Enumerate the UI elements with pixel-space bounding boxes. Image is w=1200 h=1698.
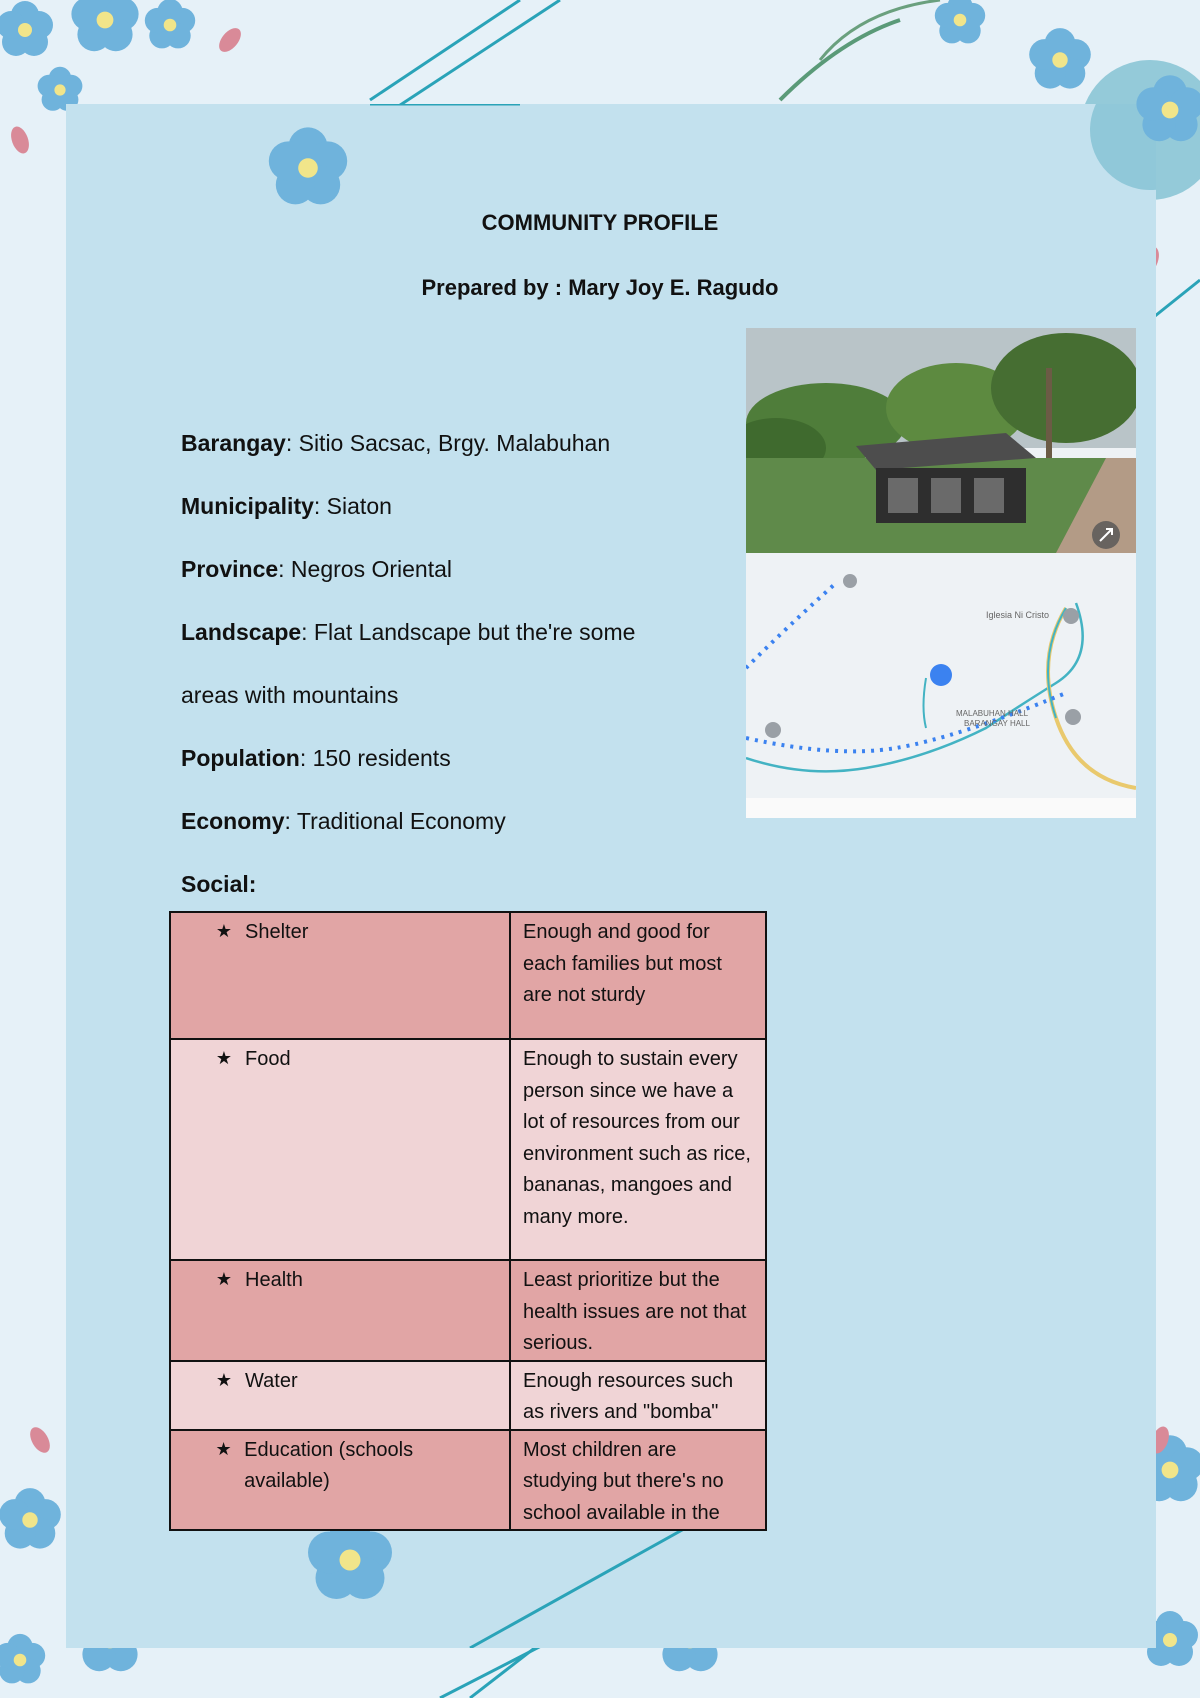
item-description: Least prioritize but the health issues are not that serious. <box>523 1269 747 1354</box>
item-label: Food <box>245 1048 291 1070</box>
star-icon: ★ <box>215 1048 233 1068</box>
church-pin-icon <box>1063 608 1079 624</box>
star-icon: ★ <box>215 1269 233 1289</box>
map-label-hall-1: MALABUHAN HALL <box>956 709 1029 718</box>
field-label: Municipality <box>181 493 314 519</box>
field-value: : Traditional Economy <box>284 808 506 834</box>
field-value: : Sitio Sacsac, Brgy. Malabuhan <box>285 430 611 456</box>
map-marker-icon <box>843 574 857 588</box>
table-cell-description <box>510 912 766 1039</box>
star-icon: ★ <box>215 1369 233 1390</box>
item-description: Enough to sustain every person since we have a lot of resources from our environment such as rice, bananas, mangoes and many more. <box>523 1048 751 1228</box>
field-label: Population <box>181 745 300 771</box>
field-municipality <box>181 493 392 520</box>
table-cell-item <box>170 1361 510 1430</box>
map-pin-icon <box>765 722 781 738</box>
table-cell-item <box>170 912 510 1039</box>
prepared-by: Prepared by : Mary Joy E. Ragudo <box>421 275 779 300</box>
table-row <box>170 1361 766 1430</box>
map-label-hall-2: BARANGAY HALL <box>964 719 1030 728</box>
item-description: Most children are studying but there's no school available in the <box>523 1438 724 1524</box>
table-row <box>170 1260 766 1361</box>
location-image <box>746 328 1136 818</box>
field-label: Social: <box>181 871 257 897</box>
field-barangay <box>181 430 610 457</box>
field-economy <box>181 808 506 835</box>
table-cell-item <box>170 1039 510 1260</box>
field-province <box>181 556 452 583</box>
field-social <box>181 871 256 898</box>
table-row <box>170 1430 766 1531</box>
hall-pin-icon <box>1065 709 1081 725</box>
item-label: Education (schools available) <box>244 1438 414 1492</box>
field-label: Province <box>181 556 279 582</box>
star-icon: ★ <box>215 1438 232 1459</box>
table-cell-description <box>510 1361 766 1430</box>
social-table <box>169 911 767 1531</box>
field-label: Landscape <box>181 619 302 645</box>
location-pin-icon <box>930 664 952 686</box>
item-label: Water <box>245 1369 298 1392</box>
field-label: Economy <box>181 808 285 834</box>
field-label: Barangay <box>181 430 286 456</box>
field-landscape <box>181 619 635 646</box>
field-landscape-continued <box>181 682 398 709</box>
street-view-photo <box>746 328 1136 818</box>
item-description: Enough and good for each families but most are not sturdy <box>523 921 722 1006</box>
item-label: Shelter <box>245 921 309 943</box>
document-title: COMMUNITY PROFILE <box>481 210 719 235</box>
field-value: : 150 residents <box>299 745 451 771</box>
table-cell-item <box>170 1260 510 1361</box>
item-label: Health <box>245 1269 303 1291</box>
table-row <box>170 1039 766 1260</box>
field-value: areas with mountains <box>181 682 399 708</box>
table-cell-description <box>510 1430 766 1531</box>
map-label-church: Iglesia Ni Cristo <box>986 610 1050 620</box>
field-value: : Siaton <box>313 493 392 519</box>
star-icon: ★ <box>215 921 233 941</box>
field-value: : Flat Landscape but the're some <box>301 619 636 645</box>
table-cell-description <box>510 1260 766 1361</box>
field-value: : Negros Oriental <box>278 556 453 582</box>
table-cell-item <box>170 1430 510 1531</box>
table-row <box>170 912 766 1039</box>
field-population <box>181 745 451 772</box>
item-description: Enough resources such as rivers and "bomba" <box>523 1369 734 1423</box>
table-cell-description <box>510 1039 766 1260</box>
